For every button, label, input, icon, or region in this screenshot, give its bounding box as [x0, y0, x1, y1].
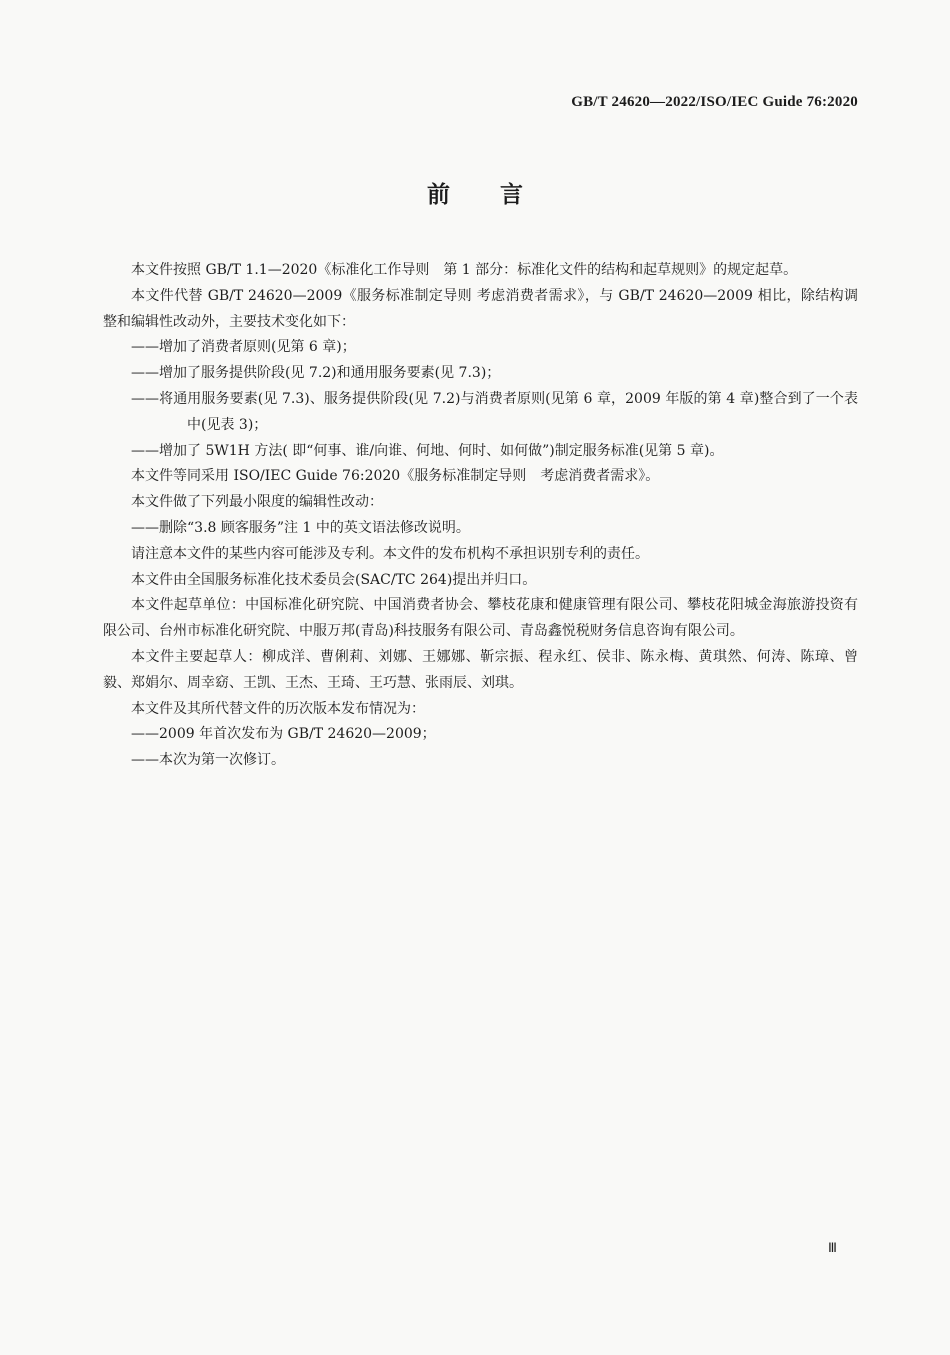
paragraph-identical-adoption: 本文件等同采用 ISO/IEC Guide 76:2020《服务标准制定导则 考虑消费者需求》。 — [131, 468, 660, 485]
paragraph-drafters: 本文件主要起草人：柳成洋、曹俐莉、刘娜、王娜娜、靳宗振、程永红、侯非、陈永梅、黄琪然、何涛、陈璋、曾毅、郑娟尔、周幸窈、王凯、王杰、王琦、王巧慧、张雨辰、刘琪。 — [103, 648, 858, 691]
change-item-service-stages: ——增加了服务提供阶段(见 7.2)和通用服务要素(见 7.3)； — [131, 365, 501, 382]
editorial-item-deletion: ——删除“3.8 顾客服务”注 1 中的英文语法修改说明。 — [131, 519, 470, 536]
preface-body — [103, 258, 858, 774]
history-item-first-revision: ——本次为第一次修订。 — [131, 752, 285, 769]
standard-code-header: GB/T 24620—2022/ISO/IEC Guide 76:2020 — [571, 94, 858, 110]
change-item-consumer-principles: ——增加了消费者原则(见第 6 章)； — [131, 339, 356, 356]
paragraph-replacement: 本文件代替 GB/T 24620—2009《服务标准制定导则 考虑消费者需求》，与 GB/T 24620—2009 相比，除结构调整和编辑性改动外，主要技术变化如下： — [103, 287, 858, 330]
paragraph-version-history: 本文件及其所代替文件的历次版本发布情况为： — [131, 700, 425, 717]
paragraph-drafting-units: 本文件起草单位：中国标准化研究院、中国消费者协会、攀枝花康和健康管理有限公司、攀枝花阳城金海旅游投资有限公司、台州市标准化研究院、中服万邦(青岛)科技服务有限公司、青岛鑫悦税财务信息咨询有限公司。 — [103, 597, 858, 640]
paragraph-editorial-changes: 本文件做了下列最小限度的编辑性改动： — [131, 494, 383, 511]
paragraph-drafting-rules: 本文件按照 GB/T 1.1—2020《标准化工作导则 第 1 部分：标准化文件的结构和起草规则》的规定起草。 — [131, 262, 798, 278]
page-number: Ⅲ — [828, 1240, 837, 1255]
paragraph-proposer: 本文件由全国服务标准化技术委员会(SAC/TC 264)提出并归口。 — [131, 571, 537, 588]
paragraph-patent-notice: 请注意本文件的某些内容可能涉及专利。本文件的发布机构不承担识别专利的责任。 — [131, 545, 649, 562]
change-item-5w1h: ——增加了 5W1H 方法( 即“何事、谁/向谁、何地、何时、如何做”)制定服务标准(见第 5 章)。 — [131, 442, 724, 459]
change-item-integration-table: ——将通用服务要素(见 7.3)、服务提供阶段(见 7.2)与消费者原则(见第 6 章，2009 年版的第 4 章)整合到了一个表中(见表 3)； — [131, 390, 858, 433]
history-item-first-release: ——2009 年首次发布为 GB/T 24620—2009； — [131, 726, 436, 743]
page-title: 前言 — [427, 182, 573, 208]
